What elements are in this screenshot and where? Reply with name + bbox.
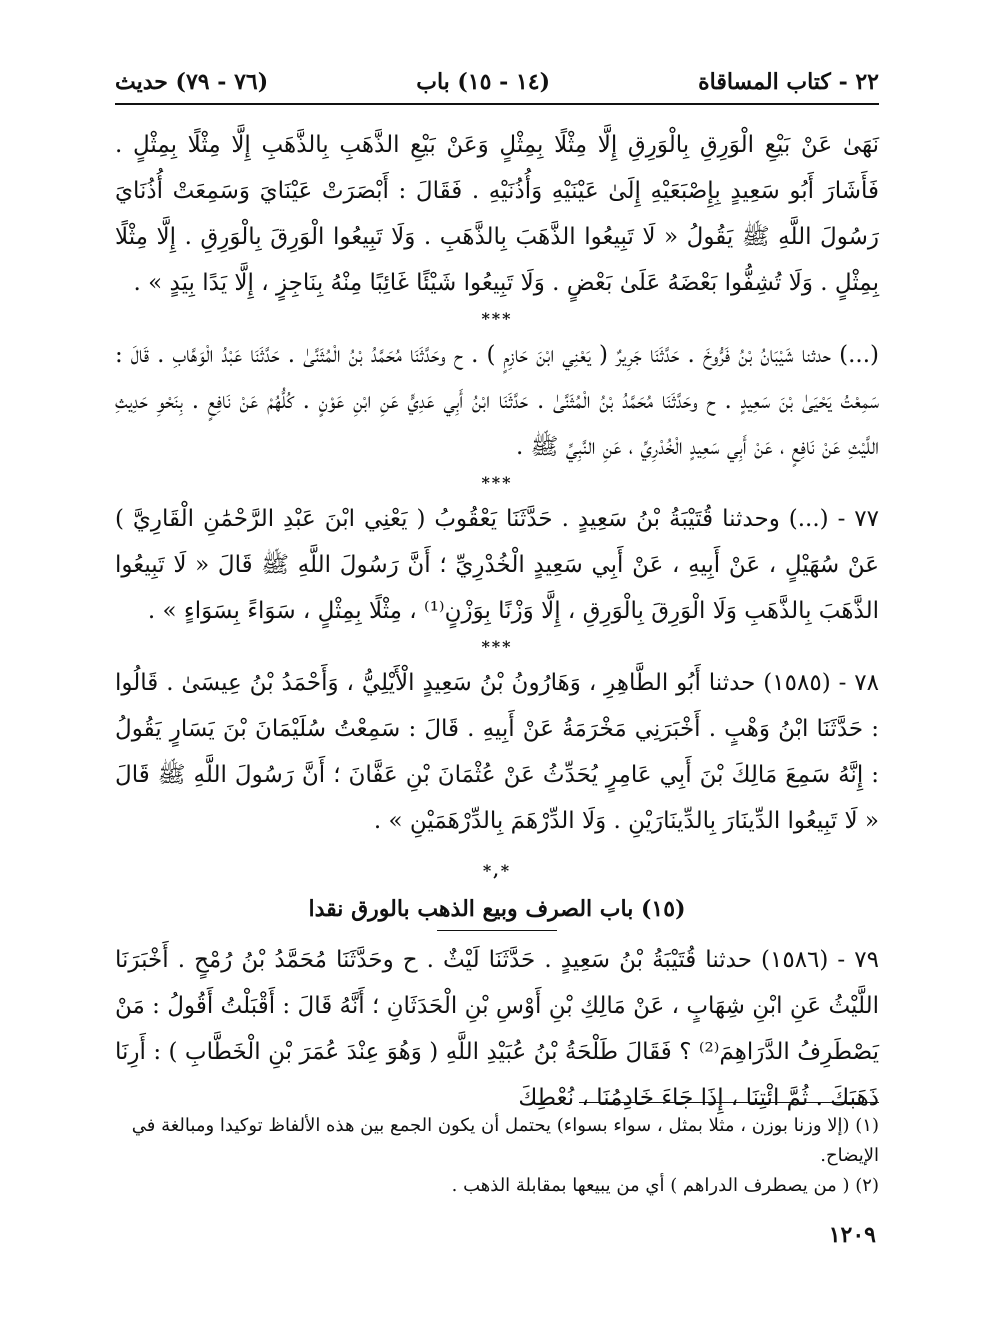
paragraph-isnad: (...) حدثنا شَيْبَانُ بْنُ فَرُّوخَ . حَدَّثَنَا جَرِيرٌ ( يَعْنِي ابْنَ حَازِمٍ ) . ح وحَدَّثَنَا مُحَمَّدُ بْنُ الْمُثَنَّىٰ . حَدَّثَنَا عَبْدُ الْوَهَّابِ . قَالَ : سَمِعْتُ يَحْيَىٰ بْنَ سَعِيدٍ . ح وحَدَّثَنَا مُحَمَّدُ بْنُ الْمُثَنَّىٰ . حَدَّثَنَا ابْنُ أَبِي عَدِيٍّ عَنِ ابْنِ عَوْنٍ . كُلُّهُمْ عَنْ نَافِعٍ . بِنَحْوِ حَدِيثِ اللَّيْثِ عَنْ نَافِعٍ ، عَنْ أَبِي سَعِيدٍ الْخُدْرِيِّ ، عَنِ النَّبِيِّ ﷺ . (115, 342, 879, 460)
footnote-1: (١) (إلا وزنا بوزن ، مثلا بمثل ، سواء بسواء) يحتمل أن يكون الجمع بين هذه الألفاظ توكيدا ومبالغة في الإيضاح. (131, 1115, 879, 1166)
paragraph-hadith-78: ٧٨ - (١٥٨٥) حدثنا أَبُو الطَّاهِرِ ، وَهَارُونُ بْنُ سَعِيدٍ الْأَيْلِيُّ ، وَأَحْمَدُ بْنُ عِيسَىٰ . قَالُوا : حَدَّثَنَا ابْنُ وَهْبٍ . أَخْبَرَنِي مَخْرَمَةُ عَنْ أَبِيهِ . قَالَ : سَمِعْتُ سُلَيْمَانَ بْنَ يَسَارٍ يَقُولُ : إِنَّهُ سَمِعَ مَالِكَ بْنَ أَبِي عَامِرٍ يُحَدِّثُ عَنْ عُثْمَانَ بْنِ عَفَّانَ ؛ أَنَّ رَسُولَ اللَّهِ ﷺ قَالَ « لَا تَبِيعُوا الدِّينَارَ بِالدِّينَارَيْنِ . وَلَا الدِّرْهَمَ بِالدِّرْهَمَيْنِ » . (115, 670, 879, 834)
page-number: ١٢٠٩ (828, 1222, 876, 1248)
section-separator: *** (481, 473, 513, 492)
paragraph-continuation: نَهَىٰ عَنْ بَيْعِ الْوَرِقِ بِالْوَرِقِ إِلَّا مِثْلًا بِمِثْلٍ وَعَنْ بَيْعِ الذَّهَبِ بِالذَّهَبِ إِلَّا مِثْلًا بِمِثْلٍ . فَأَشَارَ أَبُو سَعِيدٍ بِإِصْبَعَيْهِ إِلَىٰ عَيْنَيْهِ وَأُذُنَيْهِ . فَقَالَ : أَبْصَرَتْ عَيْنَايَ وَسَمِعَتْ أُذُنَايَ رَسُولَ اللَّهِ ﷺ يَقُولُ « لَا تَبِيعُوا الذَّهَبَ بِالذَّهَبِ . وَلَا تَبِيعُوا الْوَرِقَ بِالْوَرِقِ . إِلَّا مِثْلًا بِمِثْلٍ . وَلَا تُشِفُّوا بَعْضَهُ عَلَىٰ بَعْضٍ . وَلَا تَبِيعُوا شَيْئًا غَائِبًا مِنْهُ بِنَاجِزٍ ، إِلَّا يَدًا بِيَدٍ » . (115, 132, 879, 296)
running-header (115, 62, 879, 102)
footnote-2: (٢) ( من يصطرف الدراهم ) أي من يبيعها بمقابلة الذهب . (451, 1175, 879, 1196)
chapter-rule (437, 930, 557, 931)
footnote-rule (579, 1102, 879, 1103)
header-book-title: ٢٢ - كتاب المساقاة (698, 69, 879, 95)
section-separator: *** (481, 309, 513, 328)
chapter-separator: *,* (482, 861, 512, 880)
chapter-title: (١٥) باب الصرف وبيع الذهب بالورق نقدا (308, 896, 686, 922)
paragraph-hadith-77: ٧٧ - (...) وحدثنا قُتَيْبَةُ بْنُ سَعِيدٍ . حَدَّثَنَا يَعْقُوبُ ( يَعْنِي ابْنَ عَبْدِ الرَّحْمَٰنِ الْقَارِيَّ ) عَنْ سُهَيْلٍ ، عَنْ أَبِيهِ ، عَنْ أَبِي سَعِيدٍ الْخُدْرِيِّ ؛ أَنَّ رَسُولَ اللَّهِ ﷺ قَالَ « لَا تَبِيعُوا الذَّهَبَ بِالذَّهَبِ وَلَا الْوَرِقَ بِالْوَرِقِ ، إِلَّا وَزْنًا بِوَزْنٍ⁽¹⁾ ، مِثْلًا بِمِثْلٍ ، سَوَاءً بِسَوَاءٍ » . (115, 506, 879, 624)
header-rule (115, 103, 879, 105)
paragraph-hadith-79: ٧٩ - (١٥٨٦) حدثنا قُتَيْبَةُ بْنُ سَعِيدٍ . حَدَّثَنَا لَيْثٌ . ح وحَدَّثَنَا مُحَمَّدُ بْنُ رُمْحٍ . أَخْبَرَنَا اللَّيْثُ عَنِ ابْنِ شِهَابٍ ، عَنْ مَالِكِ بْنِ أَوْسِ بْنِ الْحَدَثَانِ ؛ أَنَّهُ قَالَ : أَقْبَلْتُ أَقُولُ : مَنْ يَصْطَرِفُ الدَّرَاهِمَ⁽²⁾ ؟ فَقَالَ طَلْحَةُ بْنُ عُبَيْدِ اللَّهِ ( وَهُوَ عِنْدَ عُمَرَ بْنِ الْخَطَّابِ ) : أَرِنَا ذَهَبَكَ . ثُمَّ ائْتِنَا ، إِذَا جَاءَ خَادِمُنَا ، نُعْطِكَ (115, 947, 879, 1111)
main-text (115, 122, 879, 1121)
section-separator: *** (481, 637, 513, 656)
footnotes (115, 1102, 879, 1201)
header-hadith-range: (٧٦ - ٧٩) حديث (115, 69, 269, 95)
header-chapter-range: (١٤ - ١٥) باب (416, 69, 550, 95)
